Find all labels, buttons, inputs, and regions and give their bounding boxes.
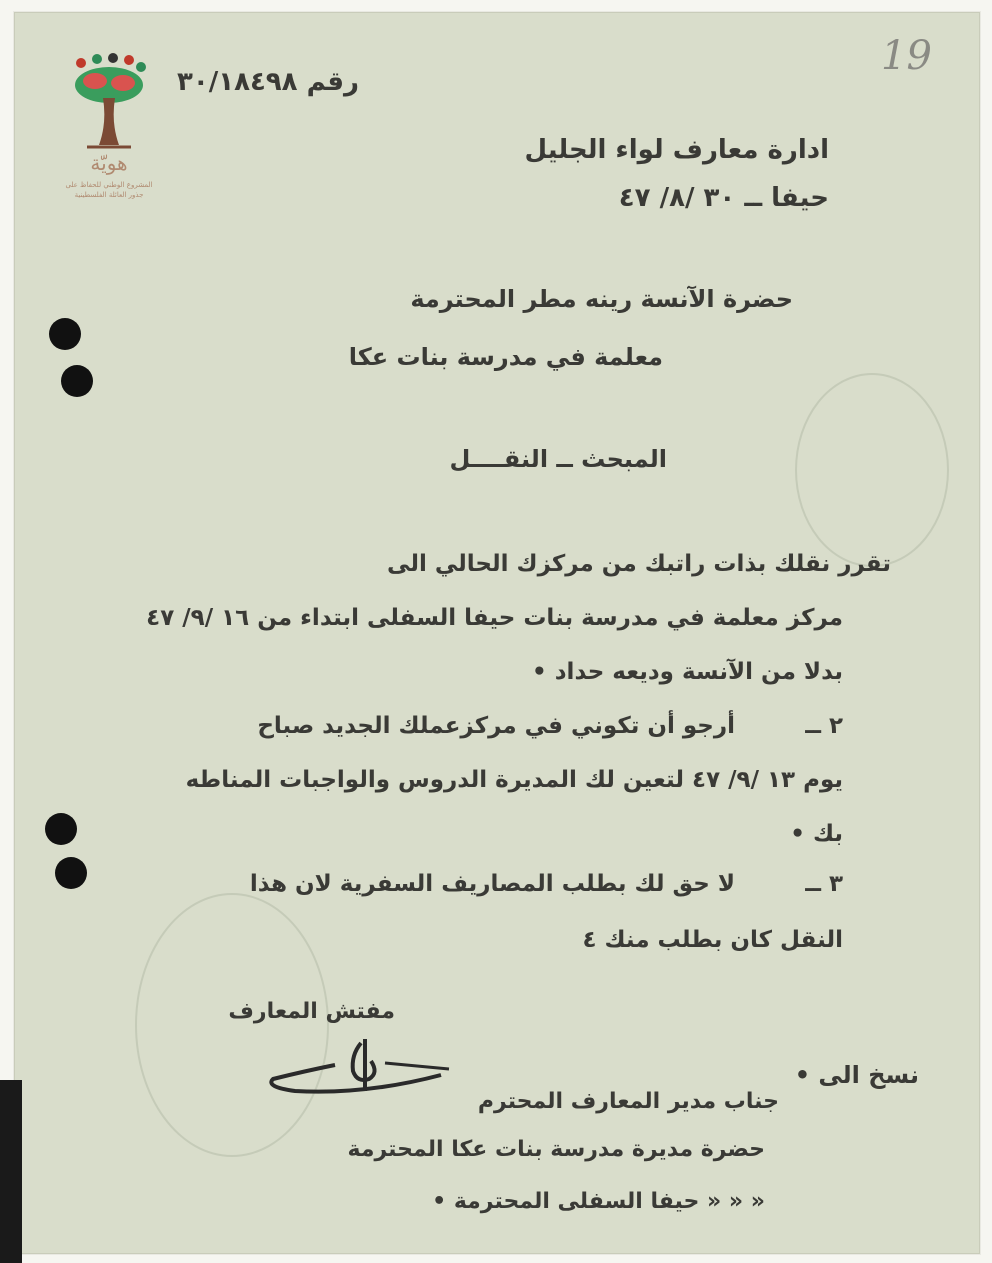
copies-label: نسخ الى • bbox=[794, 1061, 919, 1089]
copy-recipient: « « « حيفا السفلى المحترمة • bbox=[432, 1189, 765, 1214]
punch-hole bbox=[55, 857, 87, 889]
punch-hole bbox=[49, 318, 81, 350]
reference-number: رقم ٣٠/١٨٤٩٨ bbox=[176, 67, 359, 97]
body-line: النقل كان بطلب منك ٤ bbox=[582, 927, 843, 953]
logo-caption: المشروع الوطني للحفاظ على bbox=[65, 181, 153, 189]
letter-paper bbox=[14, 12, 980, 1254]
logo-caption: جذور العائلة الفلسطينية bbox=[74, 191, 144, 199]
department-name: ادارة معارف لواء الجليل bbox=[524, 135, 829, 165]
recipient-name: حضرة الآنسة رينه مطر المحترمة bbox=[410, 285, 793, 313]
body-line: بدلا من الآنسة وديعه حداد • bbox=[532, 659, 843, 685]
scan-edge-shadow bbox=[0, 1080, 22, 1263]
body-line: لا حق لك بطلب المصاريف السفرية لان هذا bbox=[249, 871, 735, 897]
body-line: مركز معلمة في مدرسة بنات حيفا السفلى ابتداء من ١٦ /٩/ ٤٧ bbox=[146, 605, 843, 631]
copy-recipient: حضرة مديرة مدرسة بنات عكا المحترمة bbox=[347, 1137, 765, 1162]
faint-stamp bbox=[795, 373, 949, 567]
logo-wordmark: هويّة bbox=[90, 151, 128, 175]
body-line: تقرر نقلك بذات راتبك من مركزك الحالي الى bbox=[387, 551, 891, 577]
subject: المبحث ــ النقــــل bbox=[449, 445, 667, 473]
punch-hole bbox=[45, 813, 77, 845]
copy-recipient: جناب مدير المعارف المحترم bbox=[477, 1089, 779, 1114]
body-line: يوم ١٣ /٩/ ٤٧ لتعين لك المديرة الدروس والواجبات المناطه bbox=[185, 767, 843, 793]
recipient-position: معلمة في مدرسة بنات عكا bbox=[348, 343, 663, 371]
handwritten-signature bbox=[265, 1035, 465, 1105]
signatory-title: مفتش المعارف bbox=[228, 999, 395, 1024]
tree-icon bbox=[69, 53, 149, 153]
body-line: بك • bbox=[790, 821, 843, 847]
paragraph-number: ٣ ــ bbox=[805, 871, 843, 897]
page-number: 19 bbox=[881, 33, 932, 79]
body-line: أرجو أن تكوني في مركزعملك الجديد صباح bbox=[257, 713, 735, 739]
place-date: حيفا ــ ٣٠ /٨/ ٤٧ bbox=[618, 183, 829, 213]
paragraph-number: ٢ ــ bbox=[805, 713, 843, 739]
logo bbox=[59, 53, 159, 213]
faint-stamp bbox=[135, 893, 329, 1157]
punch-hole bbox=[61, 365, 93, 397]
